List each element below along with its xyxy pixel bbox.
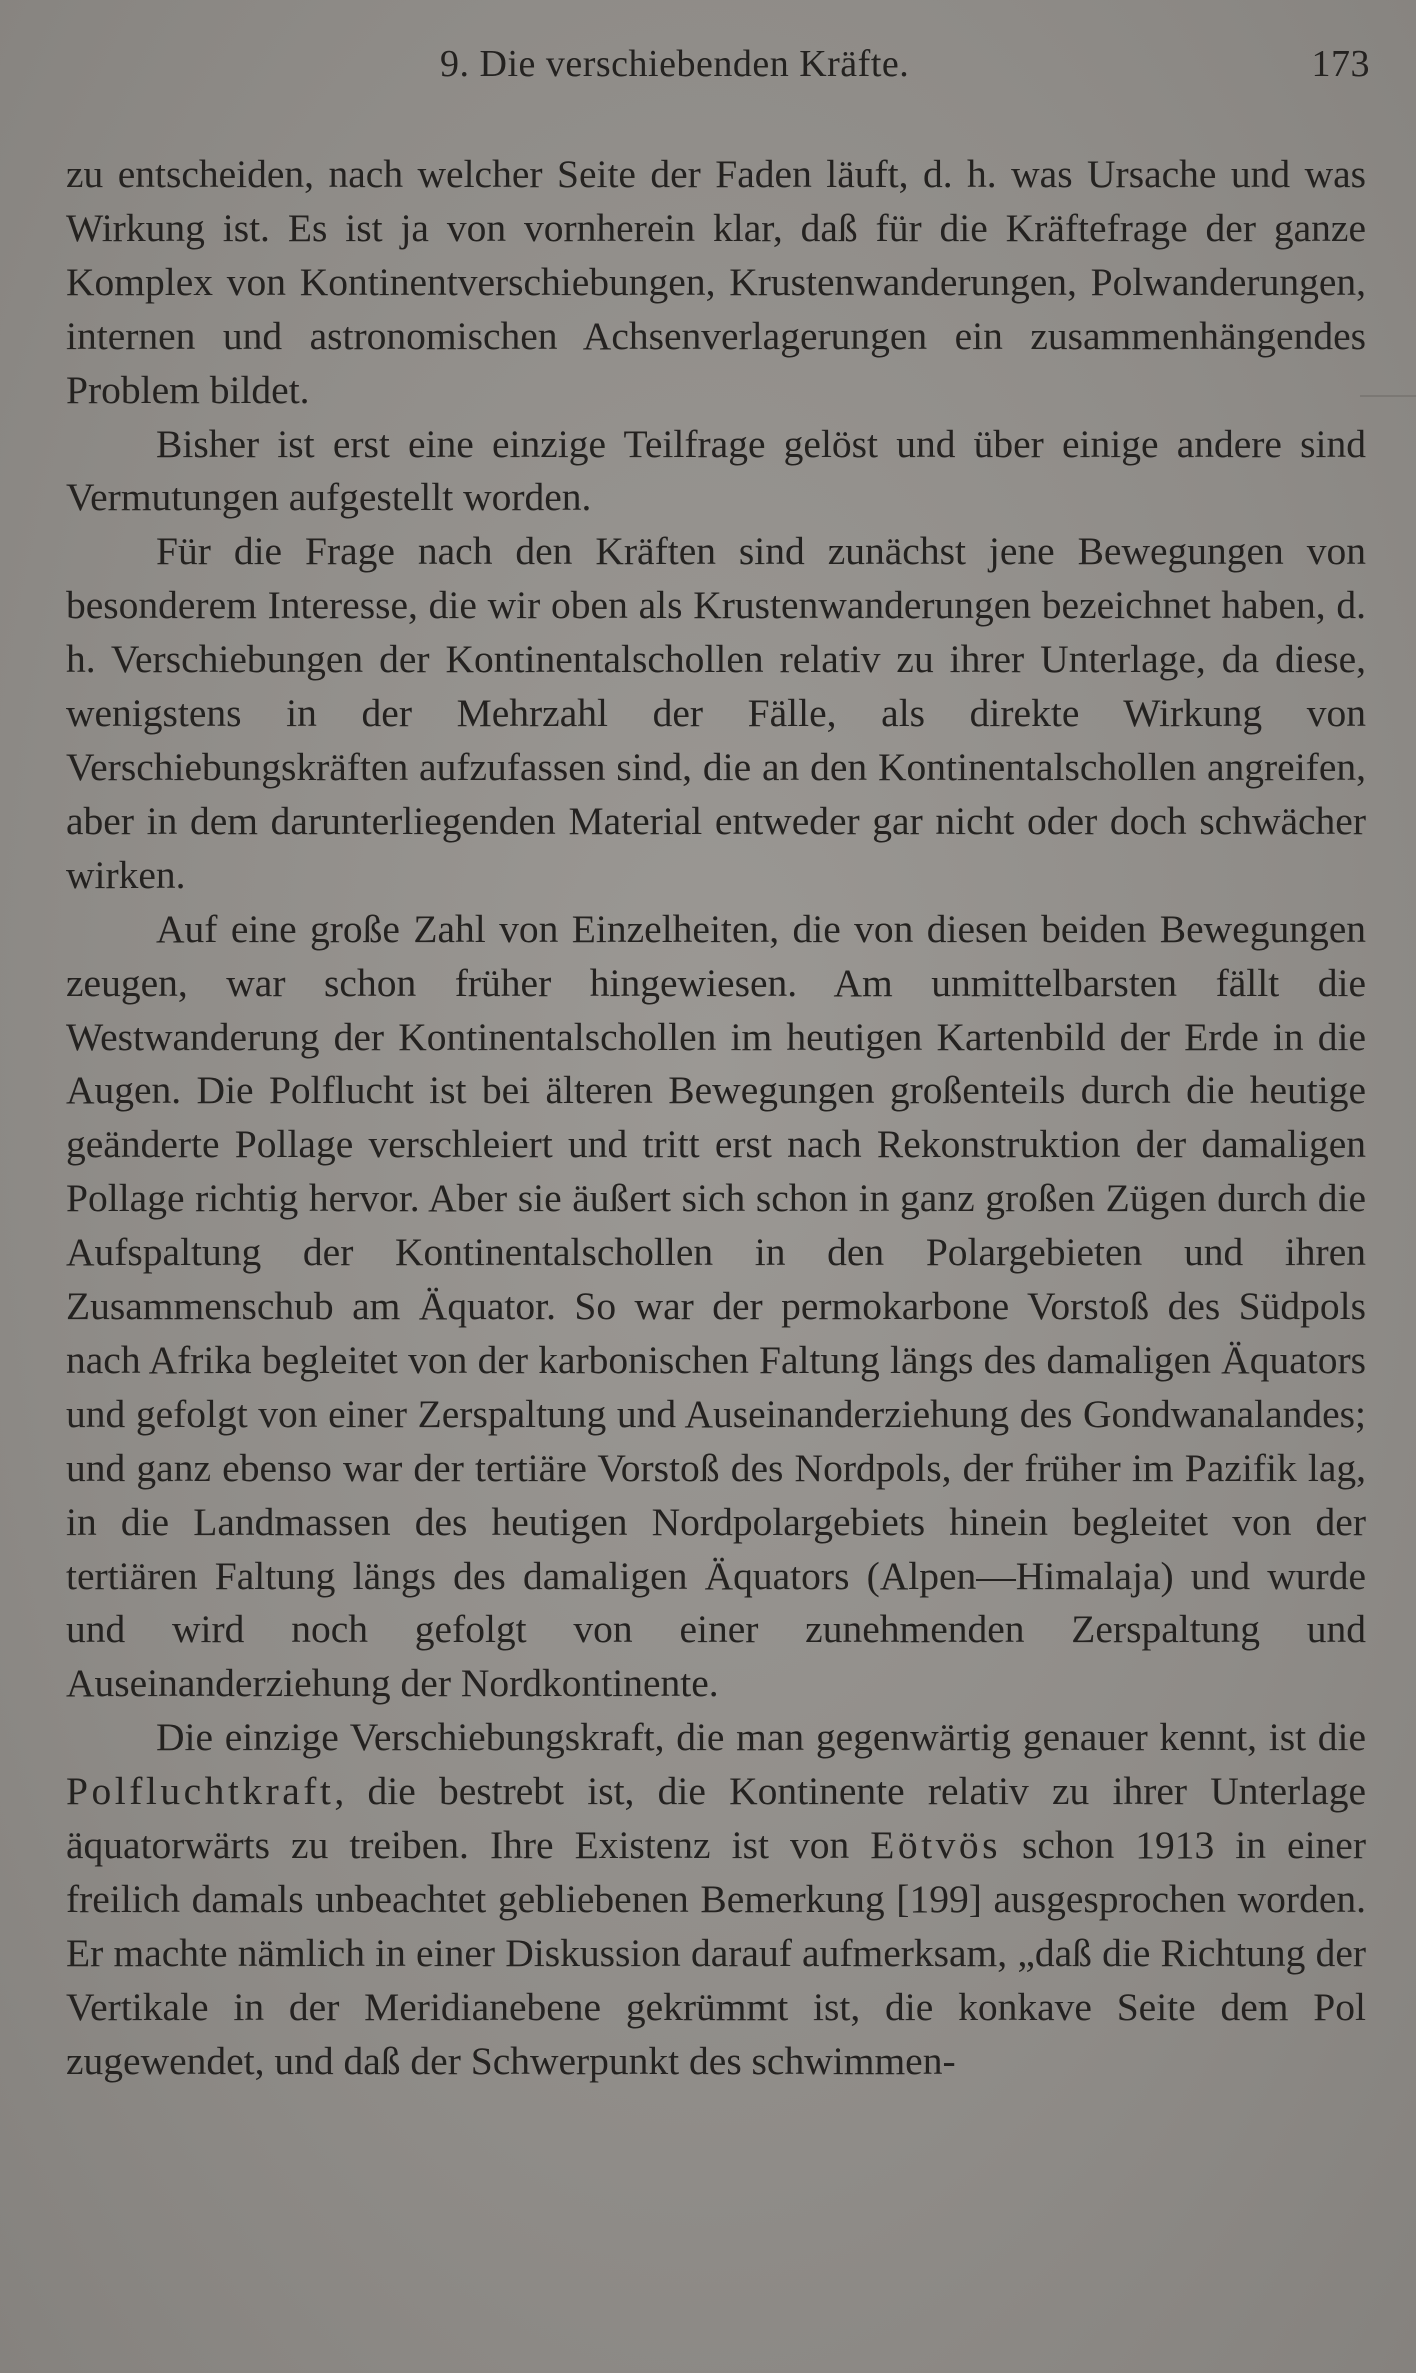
emphasized-name: Eötvös [870, 1823, 1002, 1868]
paragraph-text: Die einzige Verschiebungskraft, die man gegenwärtig genauer kennt, ist die [156, 1715, 1366, 1760]
paragraph: Bisher ist erst eine einzige Teilfrage gelöst und über einige andere sind Vermutungen aufgestellt worden. [66, 421, 1366, 520]
paragraph-text: , die bestrebt ist, die Kontinente relativ zu ihrer Unterlage äquatorwärts zu treiben. Ihre Existenz ist von [66, 1769, 1366, 1868]
paragraph: Auf eine große Zahl von Einzelheiten, die von diesen beiden Bewegungen zeugen, war schon früher hingewiesen. Am unmittelbarsten fällt die Westwanderung der Kontinentalschollen im heutigen Kartenbild der Erde in die Augen. Die Polflucht ist bei älteren Bewegungen großenteils durch die heutige geänderte Pollage verschleiert und tritt erst nach Rekonstruktion der damaligen Pollage richtig hervor. Aber sie äußert sich schon in ganz großen Zügen durch die Aufspaltung der Kontinentalschollen in den Polargebieten und ihren Zusammenschub am Äquator. So war der permokarbone Vorstoß des Südpols nach Afrika begleitet von der karbonischen Faltung längs des damaligen Äquators und gefolgt von einer Zerspaltung und Auseinanderziehung des Gondwanalandes; und ganz ebenso war der tertiäre Vorstoß des Nordpols, der früher im Pazifik lag, in die Landmassen des heutigen Nordpolargebiets hinein begleitet von der tertiären Faltung längs des damaligen Äquators (Alpen—Himalaja) und wurde und wird noch gefolgt von einer zunehmenden Zerspaltung und Auseinanderziehung der Nordkontinente. [66, 906, 1366, 1706]
page-header [0, 42, 1416, 92]
page-number: 173 [1311, 43, 1370, 85]
paragraph: zu entscheiden, nach welcher Seite der Faden läuft, d. h. was Ursache und was Wirkung ist. Es ist ja von vornherein klar, daß für die Kräftefrage der ganze Komplex von Kontinentverschiebungen, Krustenwanderungen, Polwanderungen, internen und astronomischen Achsenverlagerungen ein zusammenhängendes Problem bildet. [66, 152, 1366, 412]
emphasized-term: Polfluchtkraft [66, 1769, 335, 1814]
bleed-through-mark [1360, 395, 1416, 397]
body-text [66, 148, 1366, 2089]
running-title: 9. Die verschiebenden Kräfte. [440, 43, 910, 85]
paragraph [66, 1711, 1366, 2088]
paragraph: Für die Frage nach den Kräften sind zunächst jene Bewegungen von besonderem Interesse, die wir oben als Krustenwanderungen bezeichnet haben, d. h. Verschiebungen der Kontinentalschollen relativ zu ihrer Unterlage, da diese, wenigstens in der Mehrzahl der Fälle, als direkte Wirkung von Verschiebungskräften aufzufassen sind, die an den Kontinentalschollen angreifen, aber in dem darunterliegenden Material entweder gar nicht oder doch schwächer wirken. [66, 529, 1366, 897]
paragraph-text: schon 1913 in einer freilich damals unbeachtet gebliebenen Bemerkung [199] ausgesprochen worden. Er machte nämlich in einer Diskussion darauf aufmerksam, „daß die Richtung der Vertikale in der Meridianebene gekrümmt ist, die konkave Seite dem Pol zugewendet, und daß der Schwerpunkt des schwimmen- [66, 1823, 1366, 2083]
